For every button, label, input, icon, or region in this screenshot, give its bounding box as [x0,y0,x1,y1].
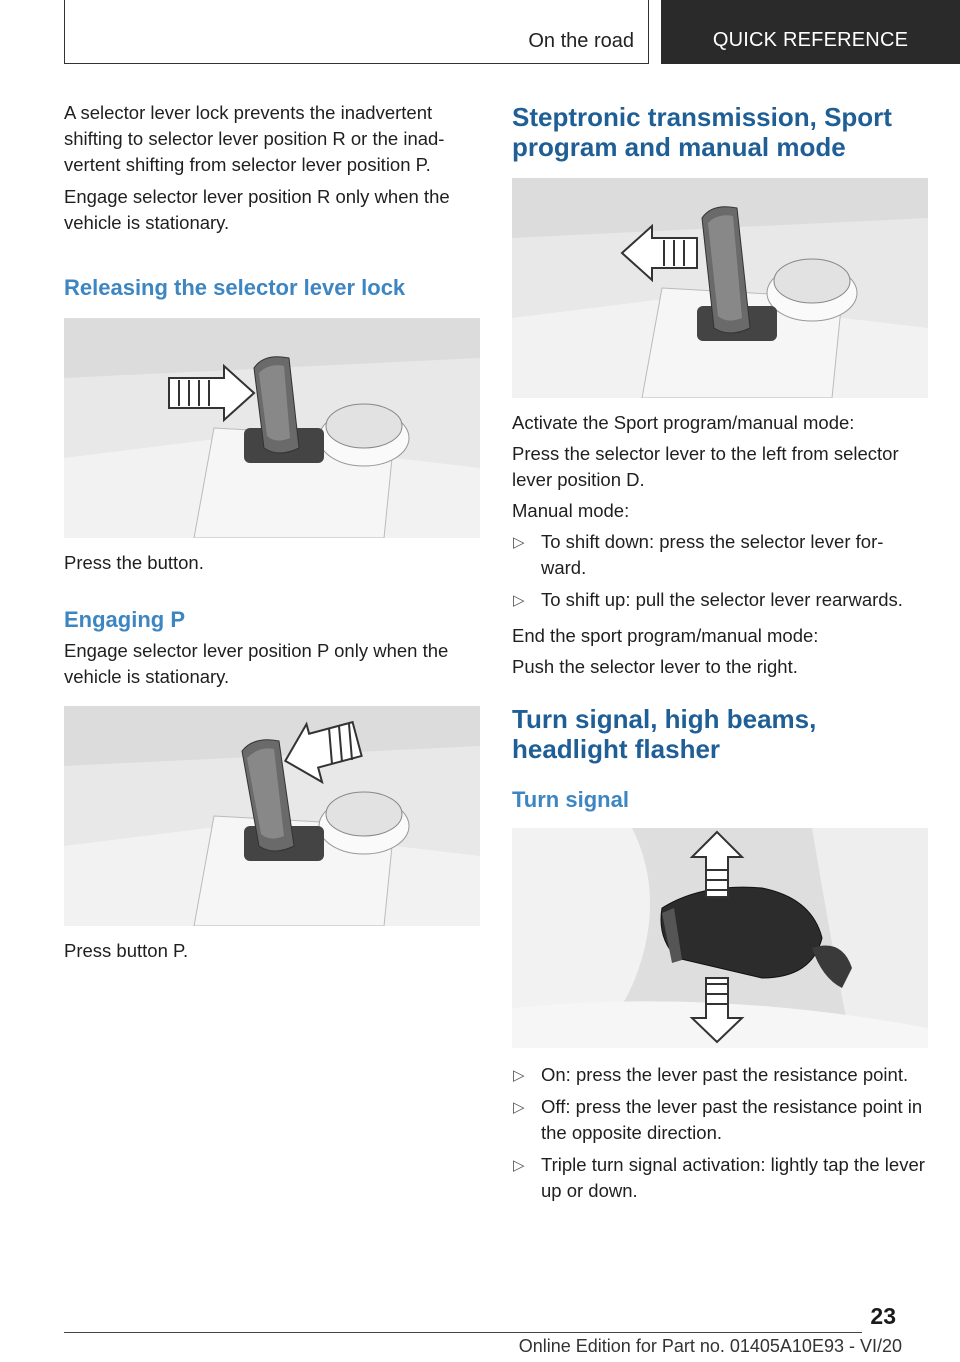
figure-sport-program [512,178,928,398]
engaging-caption: Press button P. [64,940,189,961]
turn-signal-heading: Turn signal, high beams, headlight flasher [512,704,817,764]
engaging-p-heading: Engaging P [64,607,185,632]
bullet-triangle-icon: ▷ [513,592,525,609]
header-section-title: On the road [528,30,634,52]
intro-paragraph-1: A selector lever lock prevents the inadvertent shifting to selector lever position R or the inad‐ vertent shifting from selector lever position P. [64,102,445,175]
figure-selector-lever-button [64,318,480,538]
releasing-caption: Press the button. [64,552,204,573]
footer-edition: Online Edition for Part no. 01405A10E93 - VI/20 [518,1336,902,1356]
list-item: ▷ To shift down: press the selector lever for‐ ward. [513,531,884,578]
figure-turn-signal-lever [512,828,928,1048]
end-sport-text: Push the selector lever to the right. [512,656,798,677]
bullet-triangle-icon: ▷ [513,1099,525,1116]
header-tab-quick-reference: QUICK REFERENCE [661,0,960,64]
intro-paragraph-2: Engage selector lever position R only when the vehicle is stationary. [64,186,450,233]
engaging-p-text: Engage selector lever position P only when the vehicle is stationary. [64,640,449,687]
turn-signal-list [512,1062,928,1204]
list-item: ▷ To shift up: pull the selector lever rearwards. [512,587,928,613]
manual-mode-label: Manual mode: [512,500,630,521]
left-column [64,100,480,964]
right-column [512,102,928,1210]
activate-text: Press the selector lever to the left from selector lever position D. [512,443,899,490]
activate-label: Activate the Sport program/manual mode: [512,412,855,433]
list-item: ▷ Triple turn signal activation: lightly tap the lever up or down. [513,1154,925,1201]
figure-button-p [64,706,480,926]
bullet-triangle-icon: ▷ [513,1067,525,1084]
turn-signal-subheading: Turn signal [512,787,629,812]
footer-divider [64,1332,862,1333]
bullet-triangle-icon: ▷ [513,1157,525,1174]
manual-mode-list [512,529,928,613]
end-sport-label: End the sport program/manual mode: [512,625,819,646]
bullet-triangle-icon: ▷ [513,534,525,551]
page-number: 23 [870,1303,896,1329]
steptronic-heading: Steptronic transmission, Sport program and manual mode [512,102,892,162]
list-item: ▷ On: press the lever past the resistance point. [512,1062,928,1088]
list-item: ▷ Off: press the lever past the resistance point in the opposite direction. [513,1096,923,1143]
releasing-lever-lock-heading: Releasing the selector lever lock [64,275,406,300]
